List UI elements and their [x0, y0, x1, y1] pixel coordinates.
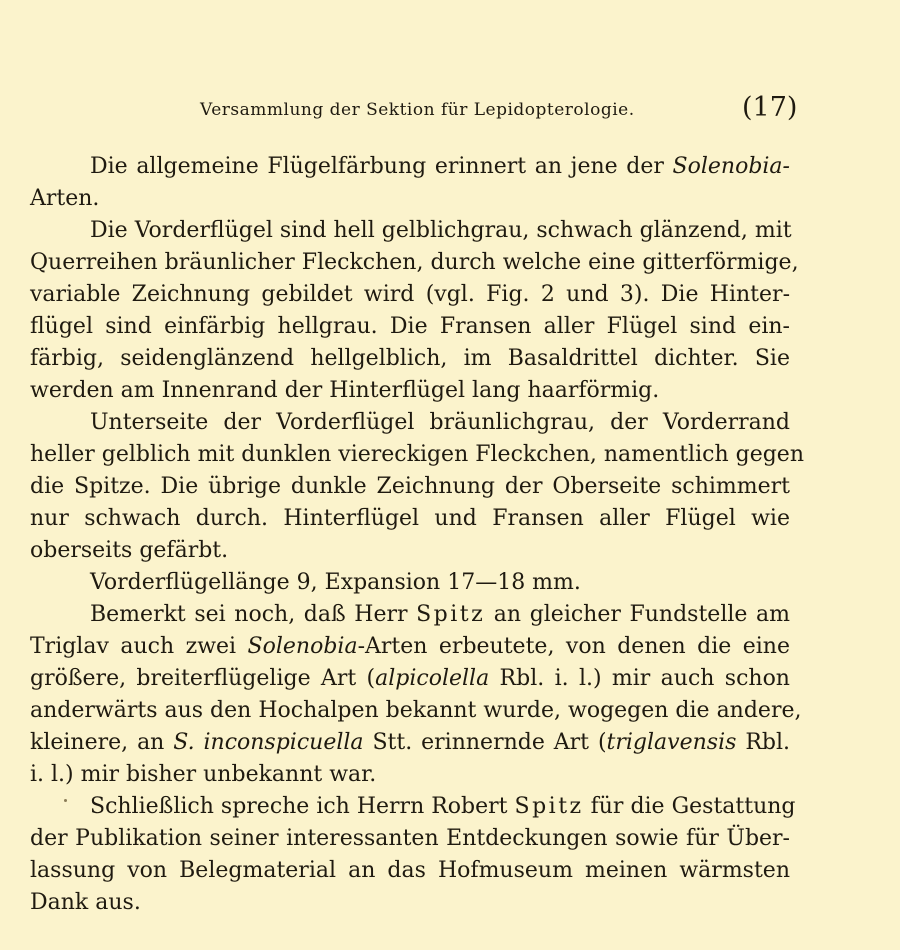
text-line: [90, 152, 790, 183]
text-line: Arten.: [30, 186, 100, 211]
text-run: Rbl. i. l.) mir auch schon: [489, 666, 790, 691]
italic-taxon: triglavensis: [606, 730, 737, 755]
text-line: [30, 632, 790, 663]
text-run: Bemerkt sei noch, daß Herr: [90, 602, 417, 627]
text-line: der Publikation seiner interessanten Entdeckungen sowie für Über-: [30, 826, 790, 851]
text-run: Triglav auch zwei: [30, 634, 248, 659]
text-run: kleinere, an: [30, 730, 174, 755]
text-line: werden am Innenrand der Hinterflügel lang haarförmig.: [30, 378, 660, 403]
running-title: Versammlung der Sektion für Lepidopterologie.: [200, 100, 635, 120]
text-line: Unterseite der Vorderflügel bräunlichgrau, der Vorderrand: [90, 410, 790, 435]
text-run: -Arten erbeutete, von denen die eine: [357, 634, 790, 659]
italic-taxon: Solenobia: [247, 634, 358, 659]
text-line: Die Vorderflügel sind hell gelblichgrau, schwach glänzend, mit: [90, 218, 792, 243]
text-run: Stt. erinnernde Art (: [363, 730, 607, 755]
text-run: Schließlich spreche ich Herrn Robert: [90, 794, 515, 819]
text-line: heller gelblich mit dunklen viereckigen Fleckchen, namentlich gegen: [30, 442, 804, 467]
text-run: größere, breiterflügelige Art (: [30, 666, 376, 691]
text-line: [90, 792, 796, 823]
stray-mark: [64, 799, 67, 802]
spaced-name: Spitz: [416, 602, 486, 627]
running-head: [0, 92, 900, 132]
text-run: Rbl.: [736, 730, 791, 755]
text-run: Die allgemeine Flügelfärbung erinnert an jene der: [90, 154, 673, 179]
text-line: Vorderflügellänge 9, Expansion 17—18 mm.: [90, 570, 581, 595]
text-run: an gleicher Fundstelle am: [485, 602, 790, 627]
text-line: flügel sind einfärbig hellgrau. Die Fransen aller Flügel sind ein-: [30, 314, 790, 339]
text-line: variable Zeichnung gebildet wird (vgl. Fig. 2 und 3). Die Hinter-: [30, 282, 790, 307]
text-line: i. l.) mir bisher unbekannt war.: [30, 762, 377, 787]
text-line: [90, 600, 790, 631]
text-run: für die Gestattung: [583, 794, 796, 819]
text-line: [30, 664, 790, 695]
page-number: (17): [742, 92, 798, 123]
text-line: nur schwach durch. Hinterflügel und Fransen aller Flügel wie: [30, 506, 790, 531]
italic-taxon: alpicolella: [375, 666, 490, 691]
spaced-name: Spitz: [514, 794, 584, 819]
text-line: oberseits gefärbt.: [30, 538, 229, 563]
text-line: Querreihen bräunlicher Fleckchen, durch welche eine gitterförmige,: [30, 250, 799, 275]
text-line: Dank aus.: [30, 890, 141, 915]
italic-taxon: S. inconspicuella: [173, 730, 364, 755]
italic-taxon: Solenobia-: [672, 154, 790, 179]
text-line: [30, 728, 790, 759]
text-line: färbig, seidenglänzend hellgelblich, im Basaldrittel dichter. Sie: [30, 346, 790, 371]
text-line: anderwärts aus den Hochalpen bekannt wurde, wogegen die andere,: [30, 698, 802, 723]
text-line: lassung von Belegmaterial an das Hofmuseum meinen wärmsten: [30, 858, 790, 883]
text-line: die Spitze. Die übrige dunkle Zeichnung der Oberseite schimmert: [30, 474, 790, 499]
